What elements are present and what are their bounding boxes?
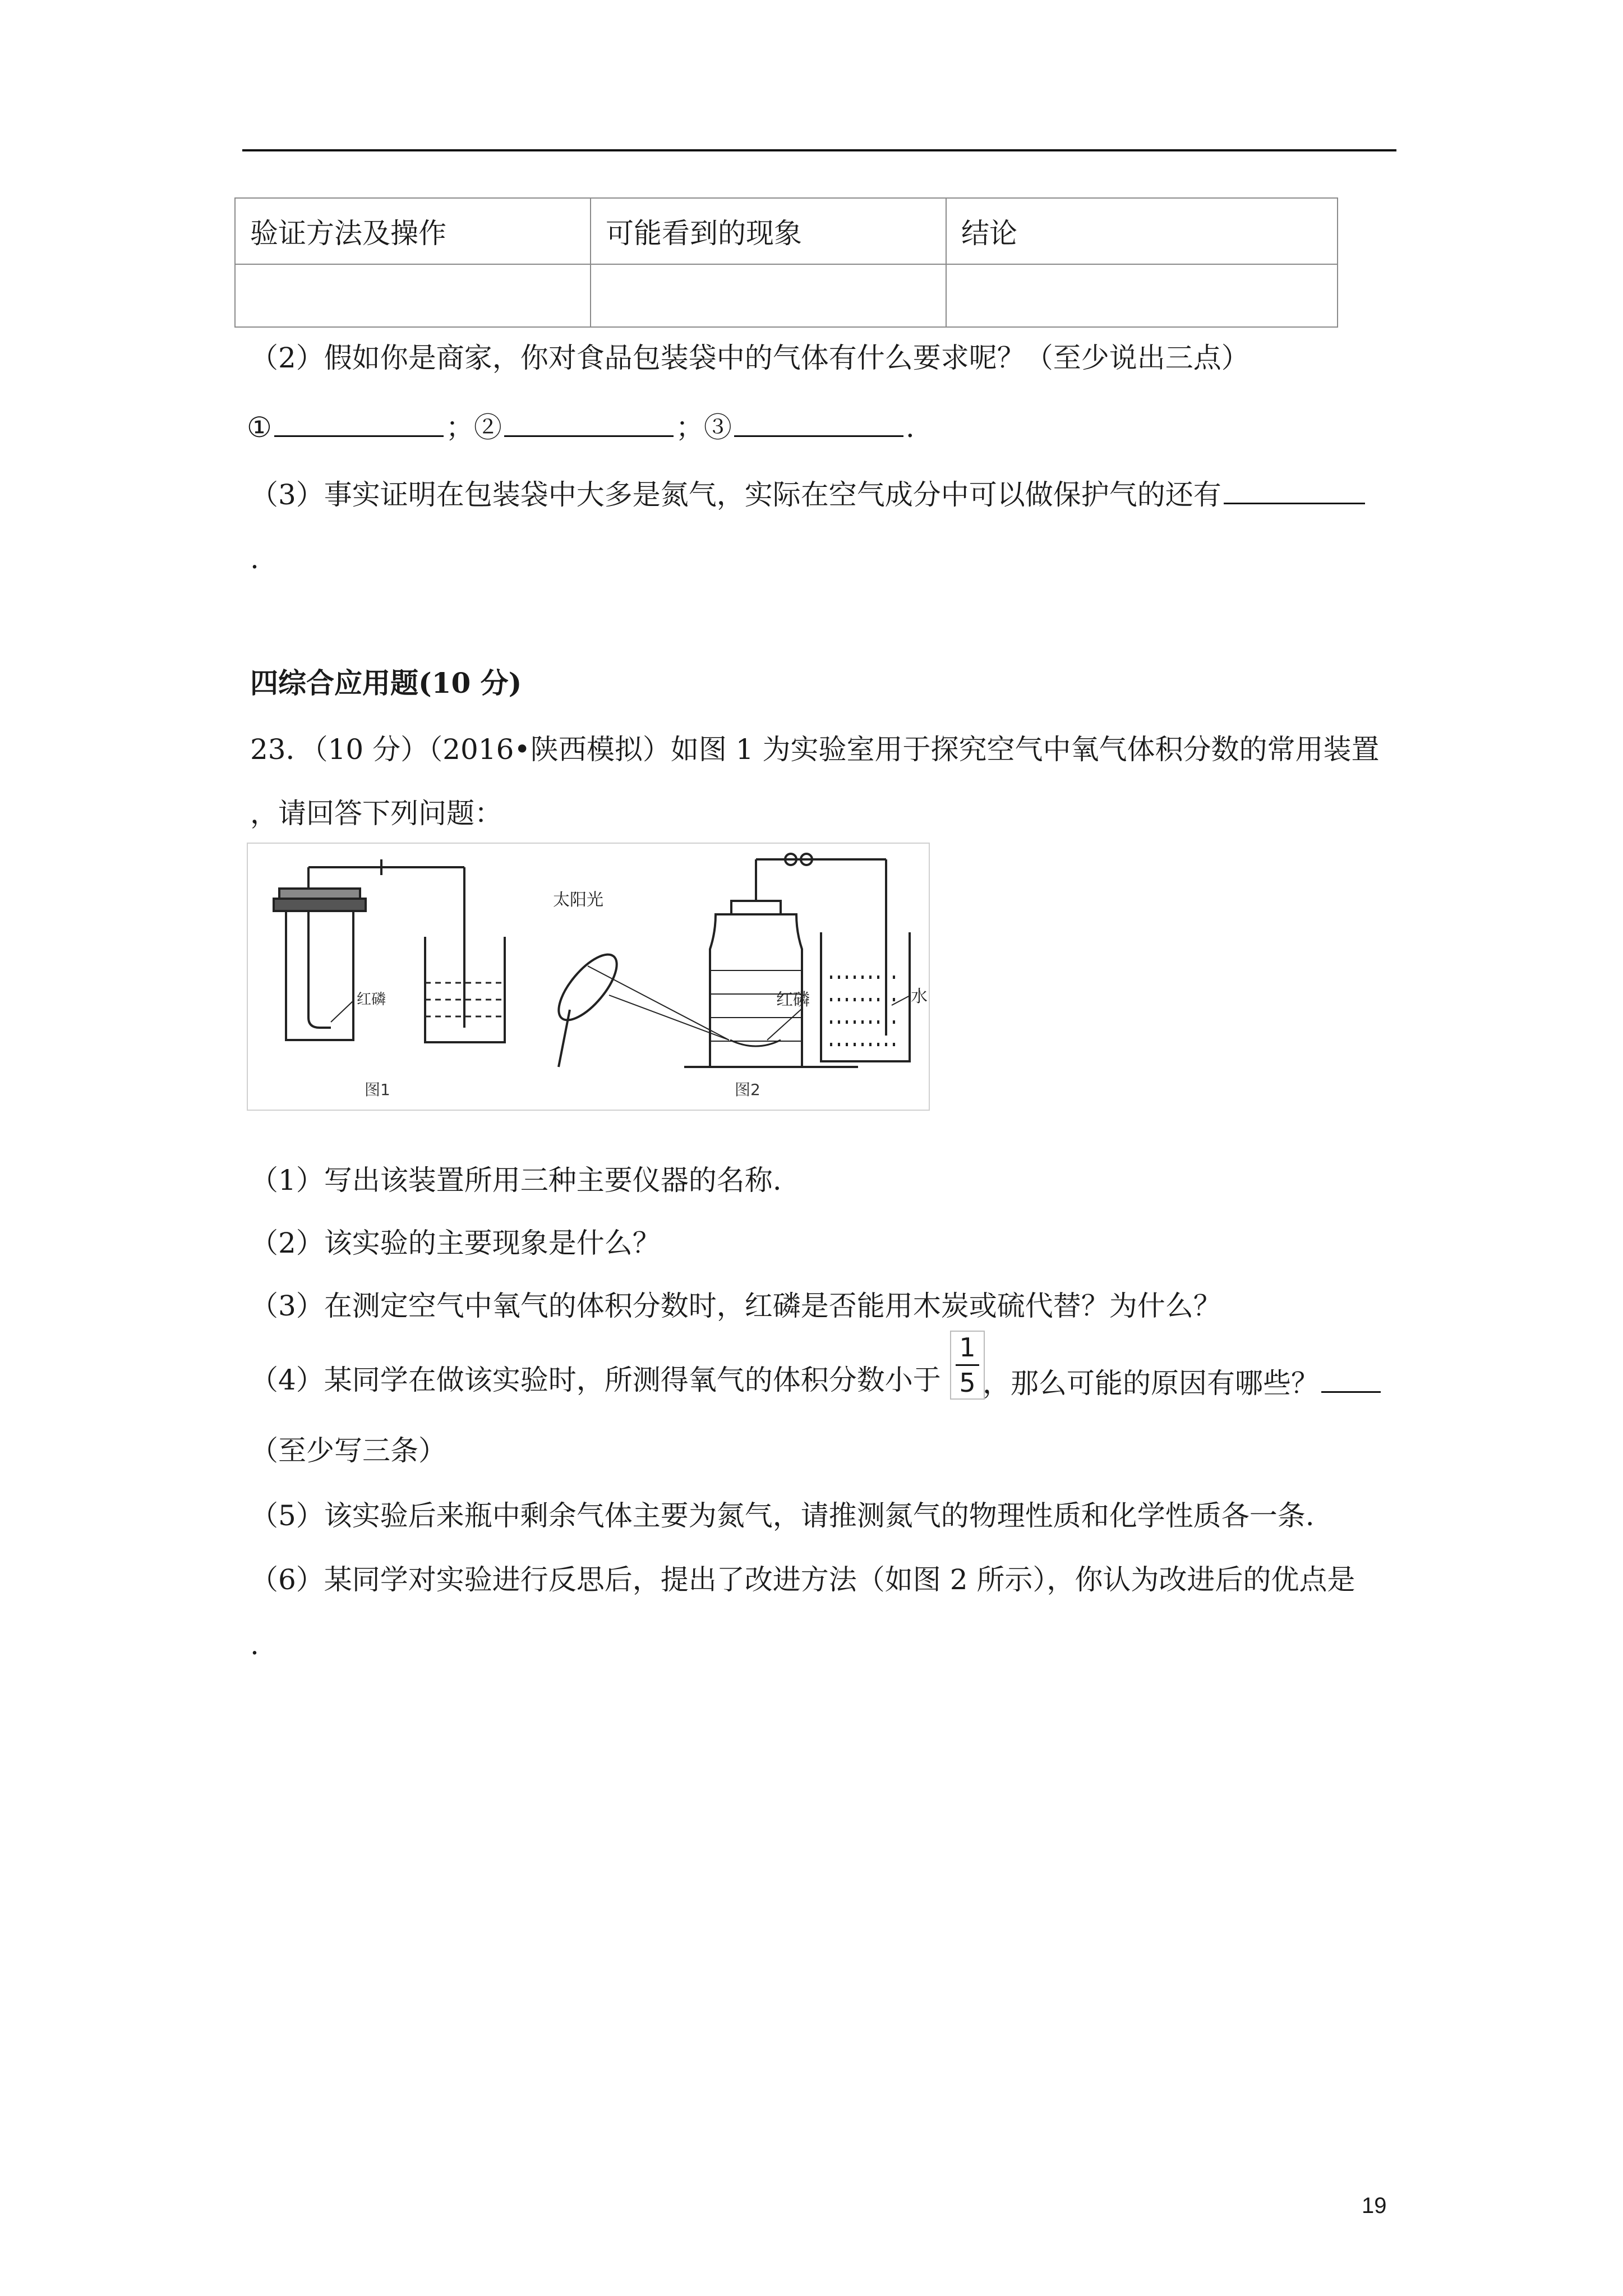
header-rule	[242, 149, 1396, 151]
q23-sub3: （3）在测定空气中氧气的体积分数时，红磷是否能用木炭或硫代替？为什么？	[250, 1290, 1221, 1322]
label-red-phosphorus-2: 红磷	[776, 990, 810, 1010]
q2-blank-2	[504, 407, 674, 437]
q2-marker-2: ；②	[445, 411, 502, 444]
q2-blank-3	[734, 407, 903, 437]
q2-blank-1	[274, 407, 444, 437]
q23-sub4-line2: （至少写三条）	[250, 1434, 446, 1467]
cell-conclusion	[946, 264, 1338, 327]
caption-figure-1: 图1	[365, 1080, 390, 1099]
fraction-frame	[950, 1331, 985, 1400]
q23-sub1: （1）写出该装置所用三种主要仪器的名称.	[250, 1164, 782, 1197]
fraction-numerator: 1	[959, 1332, 976, 1363]
q23-sub5: （5）该实验后来瓶中剩余气体主要为氮气，请推测氮气的物理性质和化学性质各一条.	[250, 1499, 1315, 1532]
q3-blank	[1224, 475, 1365, 504]
label-sunlight: 太阳光	[553, 890, 603, 910]
fraction-one-fifth	[953, 1333, 981, 1397]
q2-answer-line	[247, 407, 915, 444]
q23-sub4-post	[983, 1363, 1383, 1400]
q3-end: .	[250, 542, 259, 575]
q2-end: .	[905, 411, 915, 444]
header-phenomenon: 可能看到的现象	[591, 198, 946, 264]
q2-marker-1: ①	[247, 411, 272, 444]
section-title: 四综合应用题(10 分)	[250, 666, 522, 700]
q23-line1: 23．（10 分）（2016•陕西模拟）如图 1 为实验室用于探究空气中氧气体积分数的常用装置	[250, 733, 1380, 766]
q3-question: （3）事实证明在包装袋中大多是氮气，实际在空气成分中可以做保护气的还有	[250, 478, 1221, 511]
cell-phenomenon	[591, 264, 946, 327]
q23-sub6: （6）某同学对实验进行反思后，提出了改进方法（如图 2 所示），你认为改进后的优点是	[250, 1563, 1355, 1596]
cell-method	[235, 264, 591, 327]
label-water: 水	[911, 987, 928, 1006]
apparatus-diagram	[247, 843, 930, 1111]
q2-text: （2）假如你是商家，你对食品包装袋中的气体有什么要求呢？（至少说出三点）	[250, 342, 1249, 374]
header-conclusion: 结论	[946, 198, 1338, 264]
table-row	[235, 264, 1338, 327]
caption-figure-2: 图2	[735, 1080, 760, 1099]
q3-text	[250, 475, 1367, 512]
table-header-row	[235, 198, 1338, 264]
q23-line2: ，请回答下列问题：	[250, 797, 502, 830]
q23-sub4-question: ，那么可能的原因有哪些？	[983, 1367, 1319, 1400]
q23-sub6-end: .	[250, 1628, 259, 1661]
q23-sub2: （2）该实验的主要现象是什么？	[250, 1227, 661, 1259]
experiment-figure	[247, 843, 930, 1111]
q23-sub4-pre: （4）某同学在做该实验时，所测得氧气的体积分数小于	[250, 1364, 941, 1396]
q2-marker-3: ；③	[675, 411, 732, 444]
q23-sub4-blank	[1321, 1363, 1381, 1393]
fraction-denominator: 5	[959, 1368, 976, 1398]
label-red-phosphorus-1: 红磷	[357, 991, 386, 1008]
header-method: 验证方法及操作	[235, 198, 591, 264]
page-number: 19	[1362, 2193, 1387, 2218]
verification-table	[234, 197, 1338, 328]
